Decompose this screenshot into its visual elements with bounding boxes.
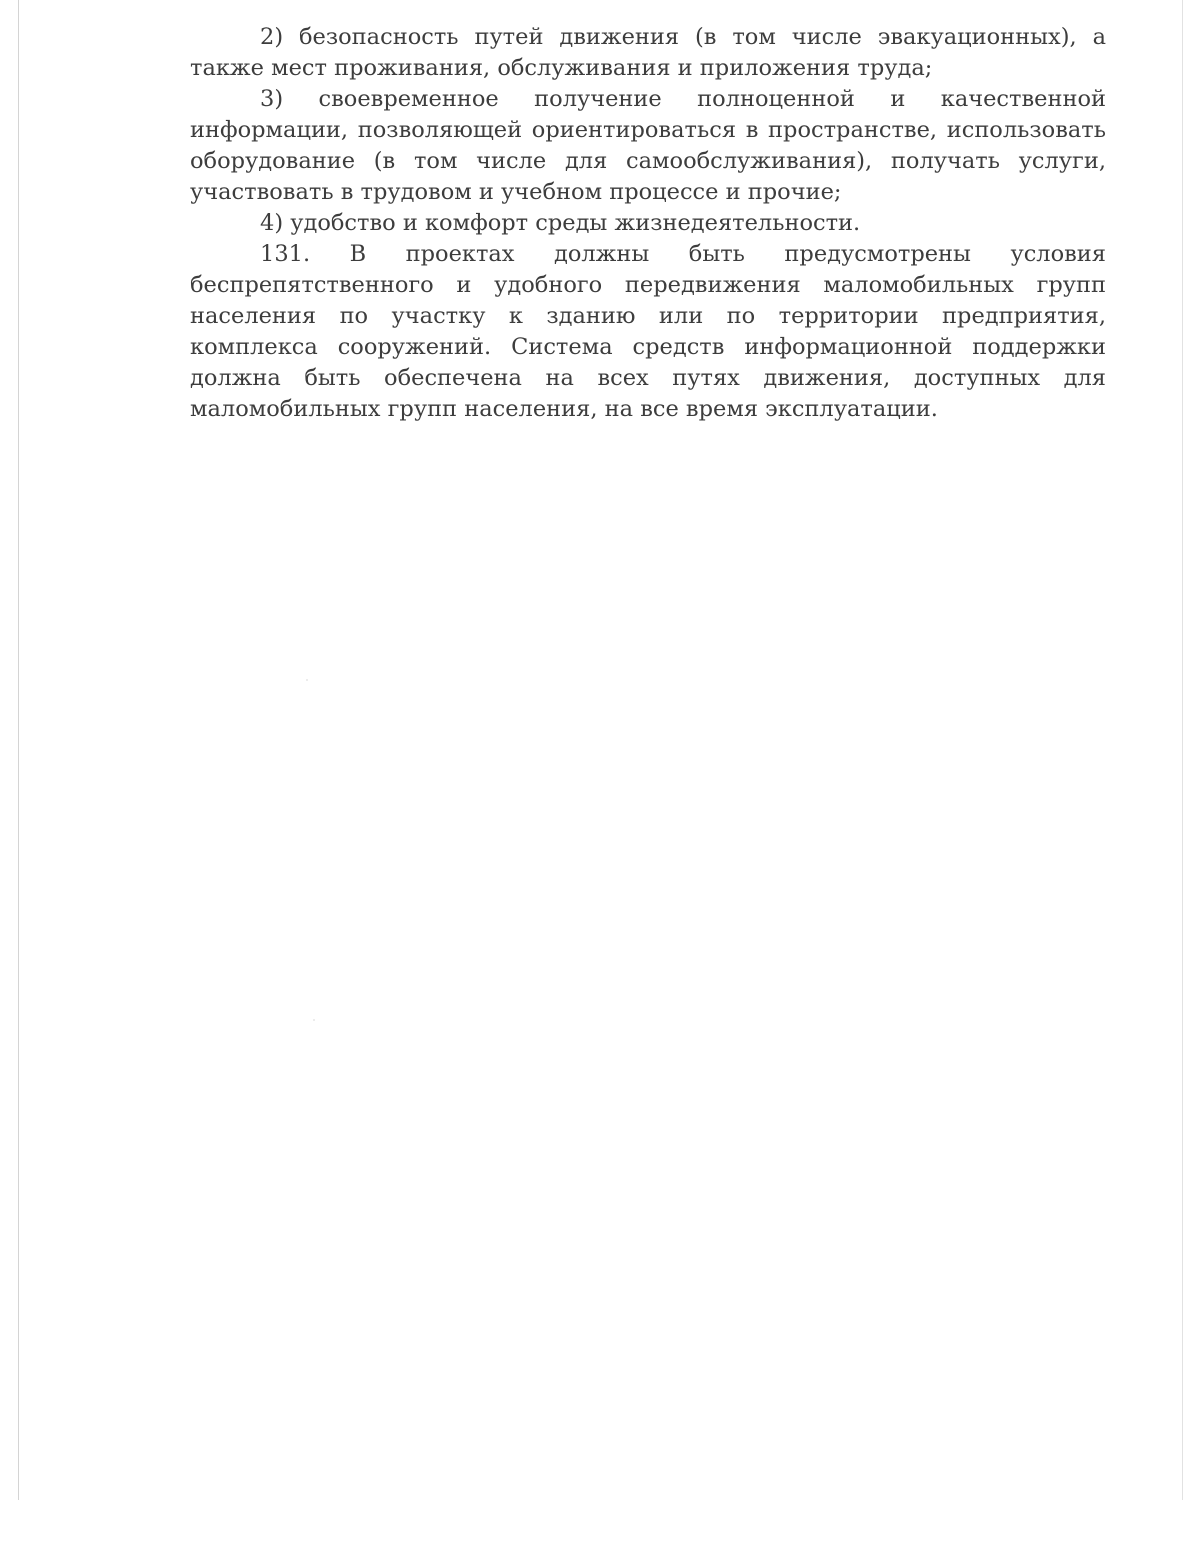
scan-edge-right [1182, 0, 1183, 1500]
list-item-3: 3) своевременное получение полноценной и качественной информации, позволяющей ориентироваться в пространстве, использовать оборудование (в том числе для самообслуживания), получать услуги, участвовать в трудовом и учебном процессе и прочие; [190, 86, 1106, 205]
document-body [190, 22, 1106, 425]
scan-edge-left [18, 0, 19, 1500]
scan-dust [306, 679, 308, 681]
list-item-2: 2) безопасность путей движения (в том числе эвакуационных), а также мест проживания, обслуживания и приложения труда; [190, 24, 1106, 81]
scan-dust [313, 1019, 315, 1021]
clause-131: 131. В проектах должны быть предусмотрены условия беспрепятственного и удобного передвижения маломобильных групп населения по участку к зданию или по территории предприятия, комплекса сооружений. Система средств информационной поддержки должна быть обеспечена на всех путях движения, доступных для маломобильных групп населения, на все время эксплуатации. [190, 241, 1106, 422]
list-item-4: 4) удобство и комфорт среды жизнедеятельности. [260, 210, 861, 236]
